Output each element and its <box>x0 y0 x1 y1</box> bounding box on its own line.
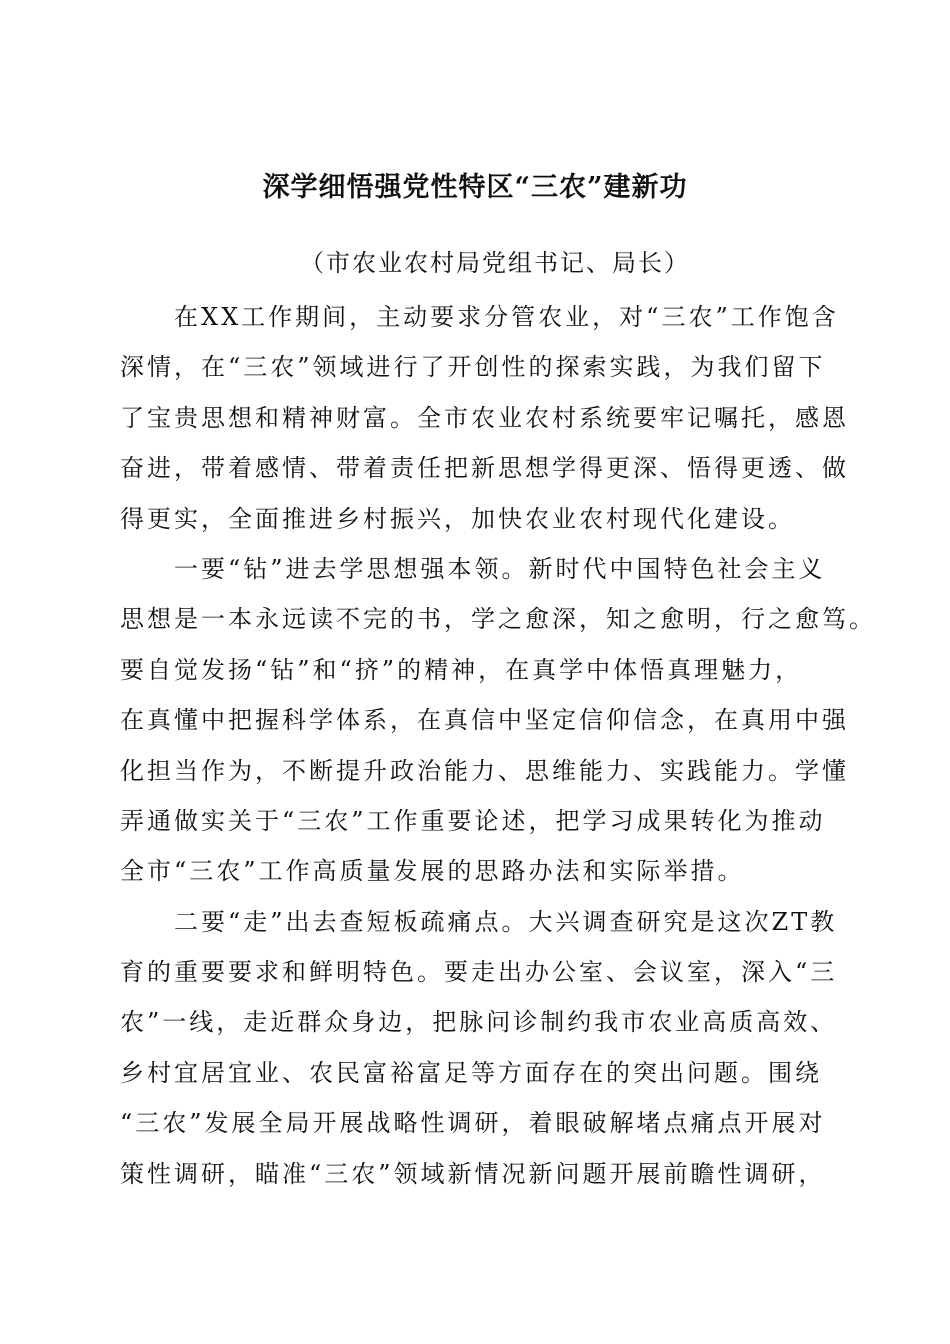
text-line: 奋进，带着感情、带着责任把新思想学得更深、悟得更透、做 <box>120 454 849 483</box>
text-line: 化担当作为，不断提升政治能力、思维能力、实践能力。学懂 <box>120 756 849 785</box>
text-line: 育的重要要求和鲜明特色。要走出办公室、会议室，深入“三 <box>120 958 838 987</box>
text-line: 弄通做实关于“三农”工作重要论述，把学习成果转化为推动 <box>120 806 826 835</box>
text-line: 一要“钻”进去学思想强本领。新时代中国特色社会主义 <box>120 554 826 583</box>
paragraph-2 <box>120 544 876 897</box>
paragraph-3 <box>120 897 838 1199</box>
text-line: 思想是一本永远读不完的书，学之愈深，知之愈明，行之愈笃。 <box>120 605 876 634</box>
text-line: 二要“走”出去查短板疏痛点。大兴调查研究是这次ZT教 <box>120 907 838 936</box>
document-subtitle: （市农业农村局党组书记、局长） <box>300 249 690 277</box>
text-line: 要自觉发扬“钻”和“挤”的精神，在真学中体悟真理魅力， <box>120 655 803 684</box>
document-title: 深学细悟强党性特区“三农”建新功 <box>262 172 688 203</box>
text-line: 在XX工作期间，主动要求分管农业，对“三农”工作饱含 <box>120 303 839 331</box>
text-line: 在真懂中把握科学体系，在真信中坚定信仰信念，在真用中强 <box>120 706 849 735</box>
text-line: 深情，在“三农”领域进行了开创性的探索实践，为我们留下 <box>120 353 826 382</box>
text-line: 农”一线，走近群众身边，把脉问诊制约我市农业高质高效、 <box>120 1008 838 1037</box>
text-line: 乡村宜居宜业、农民富裕富足等方面存在的突出问题。围绕 <box>120 1058 822 1087</box>
text-line: “三农”发展全局开展战略性调研，着眼破解堵点痛点开展对 <box>120 1109 826 1138</box>
text-line: 全市“三农”工作高质量发展的思路办法和实际举措。 <box>120 857 745 886</box>
text-line: 得更实，全面推进乡村振兴，加快农业农村现代化建设。 <box>120 504 795 533</box>
document-body <box>120 292 876 1199</box>
paragraph-1 <box>120 292 849 544</box>
text-line: 了宝贵思想和精神财富。全市农业农村系统要牢记嘱托，感恩 <box>120 403 849 432</box>
text-line: 策性调研，瞄准“三农”领域新情况新问题开展前瞻性调研， <box>120 1159 826 1188</box>
